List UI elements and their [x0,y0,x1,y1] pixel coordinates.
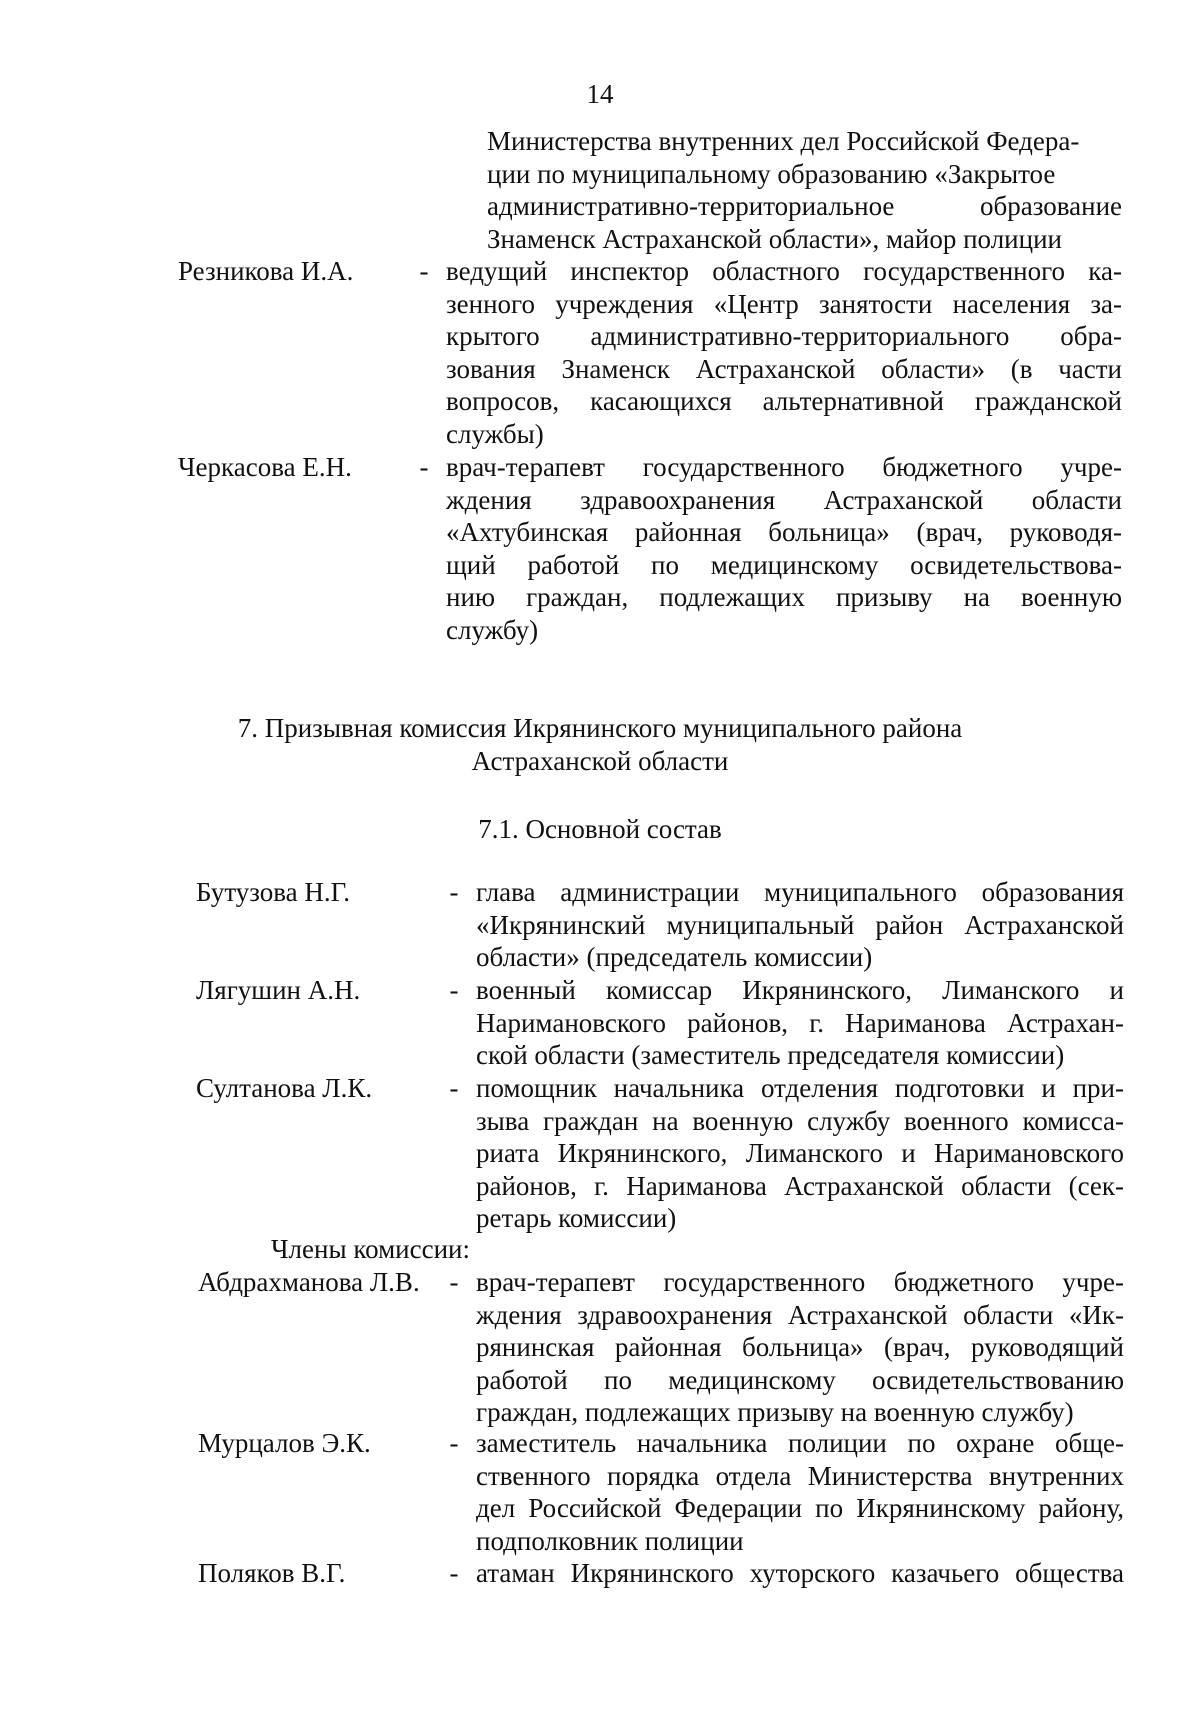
section-title [0,712,1200,777]
member-description [446,451,1122,646]
text-line: Наримановского районов, г. Нариманова Астрахан- [476,1007,1124,1038]
member-description [476,1557,1124,1590]
text-line: ждения здравоохранения Астраханской области [446,484,1122,515]
text-line: помощник начальника отделения подготовки и при- [476,1073,1124,1103]
text-line: «Икрянинский муниципальный район Астраханской [476,909,1124,940]
dash: - [449,1267,459,1297]
dash: - [449,1073,459,1103]
text-line: военный комиссар Икрянинского, Лиманского и [476,975,1124,1005]
text-line: зыва граждан на военную службу военного комисса- [476,1105,1124,1136]
text-line: «Ахтубинская районная больница» (врач, руководя- [446,517,1122,547]
text-line: ведущий инспектор областного государственного ка- [446,256,1122,286]
text-line: зования Знаменск Астраханской области» (в части [446,353,1122,384]
text-line: области» (председатель комиссии) [476,942,873,972]
text-line: щий работой по медицинскому освидетельствова- [446,549,1122,580]
text-line: работой по медицинскому освидетельствованию [476,1364,1124,1395]
text-line: ретарь комиссии) [476,1203,677,1233]
member-description [476,974,1124,1072]
text-line: ции по муниципальному образованию «Закрытое [487,158,1056,189]
member-name: Абдрахманова Л.В. [198,1267,420,1297]
member-name: Резникова И.А. [178,256,354,286]
text-line: районов, г. Нариманова Астраханской области (сек- [476,1170,1124,1201]
text-line: службу) [446,614,539,645]
member-description [476,876,1124,974]
text-line: врач-терапевт государственного бюджетного учре- [476,1267,1124,1297]
text-line: нию граждан, подлежащих призыву на военную [446,582,1122,612]
subsection-title: 7.1. Основной состав [478,814,722,844]
dash: - [419,256,429,286]
member-name: Лягушин А.Н. [196,975,361,1005]
text-line: дел Российской Федерации по Икрянинскому району, [476,1493,1124,1523]
text-line: ственного порядка отдела Министерства внутренних [476,1460,1124,1491]
text-line: рянинская районная больница» (врач, руководящий [476,1332,1124,1362]
member-name: Поляков В.Г. [198,1558,346,1588]
member-description [476,1266,1124,1429]
page-number: 14 [586,79,614,109]
text-line: Министерства внутренних дел Российской Федера- [487,126,1080,156]
dash: - [419,452,429,482]
member-name: Бутузова Н.Г. [196,877,350,907]
text-line: врач-терапевт государственного бюджетного учре- [446,452,1122,482]
member-description [476,1427,1124,1557]
dash: - [449,975,459,1005]
continuation-text [487,125,1122,255]
dash: - [449,1558,459,1588]
section-title-line: 7. Призывная комиссия Икрянинского муниципального района [237,713,963,743]
text-line: ской области (заместитель председателя комиссии) [476,1040,1065,1070]
text-line: зенного учреждения «Центр занятости населения за- [446,288,1122,319]
text-line: ждения здравоохранения Астраханской области «Ик- [476,1299,1124,1330]
member-name: Султанова Л.К. [196,1073,373,1103]
members-label: Члены комиссии: [271,1234,470,1264]
text-line: административно-территориальное образование [487,191,1122,221]
text-line: глава администрации муниципального образования [476,877,1124,907]
dash: - [449,1428,459,1458]
text-line: крытого административно-территориального обра- [446,321,1122,351]
member-description [476,1072,1124,1235]
text-line: граждан, подлежащих призыву на военную службу) [476,1397,1074,1427]
text-line: подполковник полиции [476,1525,744,1556]
text-line: вопросов, касающихся альтернативной гражданской [446,386,1122,416]
dash: - [449,877,459,907]
text-line: риата Икрянинского, Лиманского и Наримановского [476,1138,1124,1168]
text-line: службы) [446,418,544,449]
section-title-line: Астраханской области [471,745,729,776]
member-description [446,255,1122,450]
text-line: Знаменск Астраханской области», майор полиции [487,223,1062,254]
text-line: заместитель начальника полиции по охране обще- [476,1428,1124,1458]
text-line: атаман Икрянинского хуторского казачьего общества [476,1558,1124,1588]
member-name: Мурцалов Э.К. [198,1428,371,1458]
member-name: Черкасова Е.Н. [178,452,352,482]
